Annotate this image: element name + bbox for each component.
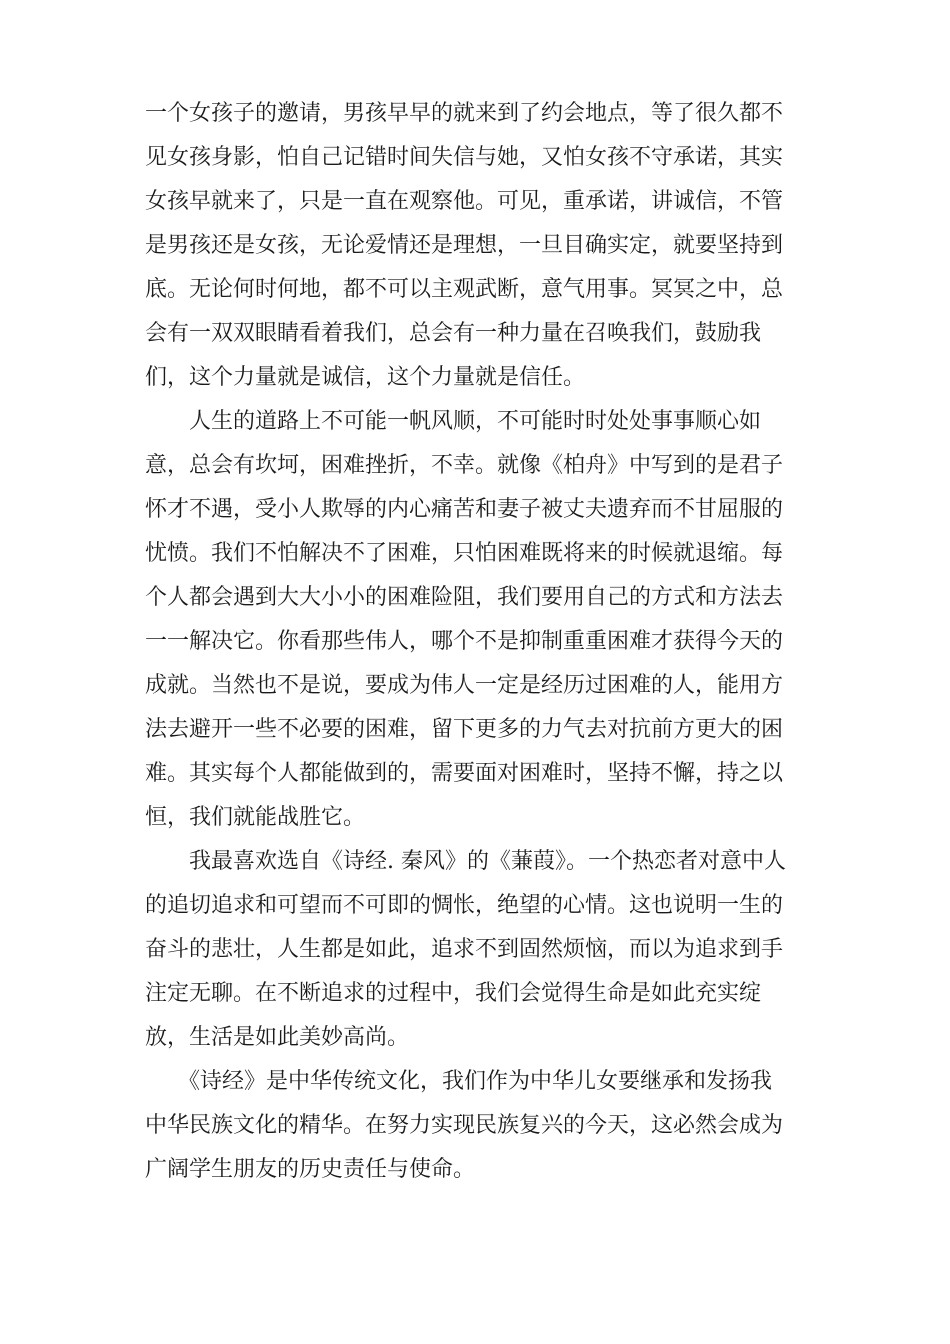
body-text	[145, 92, 810, 1192]
text-line: 我最喜欢选自《诗经. 秦风》的《蒹葭》。一个热恋者对意中人	[145, 849, 786, 874]
text-line: 中华民族文化的精华。在努力实现民族复兴的今天，这必然会成为	[145, 1113, 784, 1138]
text-line: 的追切追求和可望而不可即的惆怅，绝望的心情。这也说明一生的	[145, 893, 784, 918]
text-line: 底。无论何时何地，都不可以主观武断，意气用事。冥冥之中，总	[145, 277, 784, 302]
text-line: 难。其实每个人都能做到的，需要面对困难时，坚持不懈，持之以	[145, 761, 784, 786]
text-line: 会有一双双眼睛看着我们，总会有一种力量在召唤我们，鼓励我	[145, 321, 762, 346]
text-line: 注定无聊。在不断追求的过程中，我们会觉得生命是如此充实绽	[145, 981, 762, 1006]
text-line: 怀才不遇，受小人欺辱的内心痛苦和妻子被丈夫遗弃而不甘屈服的	[145, 497, 784, 522]
text-line: 成就。当然也不是说，要成为伟人一定是经历过困难的人，能用方	[145, 673, 784, 698]
text-line: 个人都会遇到大大小小的困难险阻，我们要用自己的方式和方法去	[145, 585, 784, 610]
text-line: 们，这个力量就是诚信，这个力量就是信任。	[145, 365, 586, 390]
text-line: 意，总会有坎坷，困难挫折，不幸。就像《柏舟》中写到的是君子	[145, 453, 784, 478]
text-line: 是男孩还是女孩，无论爱情还是理想，一旦目确实定，就要坚持到	[145, 233, 784, 258]
text-line: 法去避开一些不必要的困难，留下更多的力气去对抗前方更大的困	[145, 717, 784, 742]
text-line: 一一解决它。你看那些伟人，哪个不是抑制重重困难才获得今天的	[145, 629, 784, 654]
text-line: 忧愤。我们不怕解决不了困难，只怕困难既将来的时候就退缩。每	[145, 541, 784, 566]
text-line: 女孩早就来了，只是一直在观察他。可见，重承诺，讲诚信，不管	[145, 189, 784, 214]
text-line: 广阔学生朋友的历史责任与使命。	[145, 1157, 476, 1182]
text-line: 奋斗的悲壮，人生都是如此，追求不到固然烦恼，而以为追求到手	[145, 937, 784, 962]
text-line: 见女孩身影，怕自己记错时间失信与她，又怕女孩不守承诺，其实	[145, 145, 784, 170]
text-line: 《诗经》是中华传统文化，我们作为中华儿女要继承和发扬我	[145, 1069, 773, 1094]
text-line: 放，生活是如此美妙高尚。	[145, 1025, 410, 1050]
text-line: 人生的道路上不可能一帆风顺，不可能时时处处事事顺心如	[145, 409, 762, 434]
text-line: 一个女孩子的邀请，男孩早早的就来到了约会地点，等了很久都不	[145, 101, 784, 126]
text-line: 恒，我们就能战胜它。	[145, 805, 366, 830]
